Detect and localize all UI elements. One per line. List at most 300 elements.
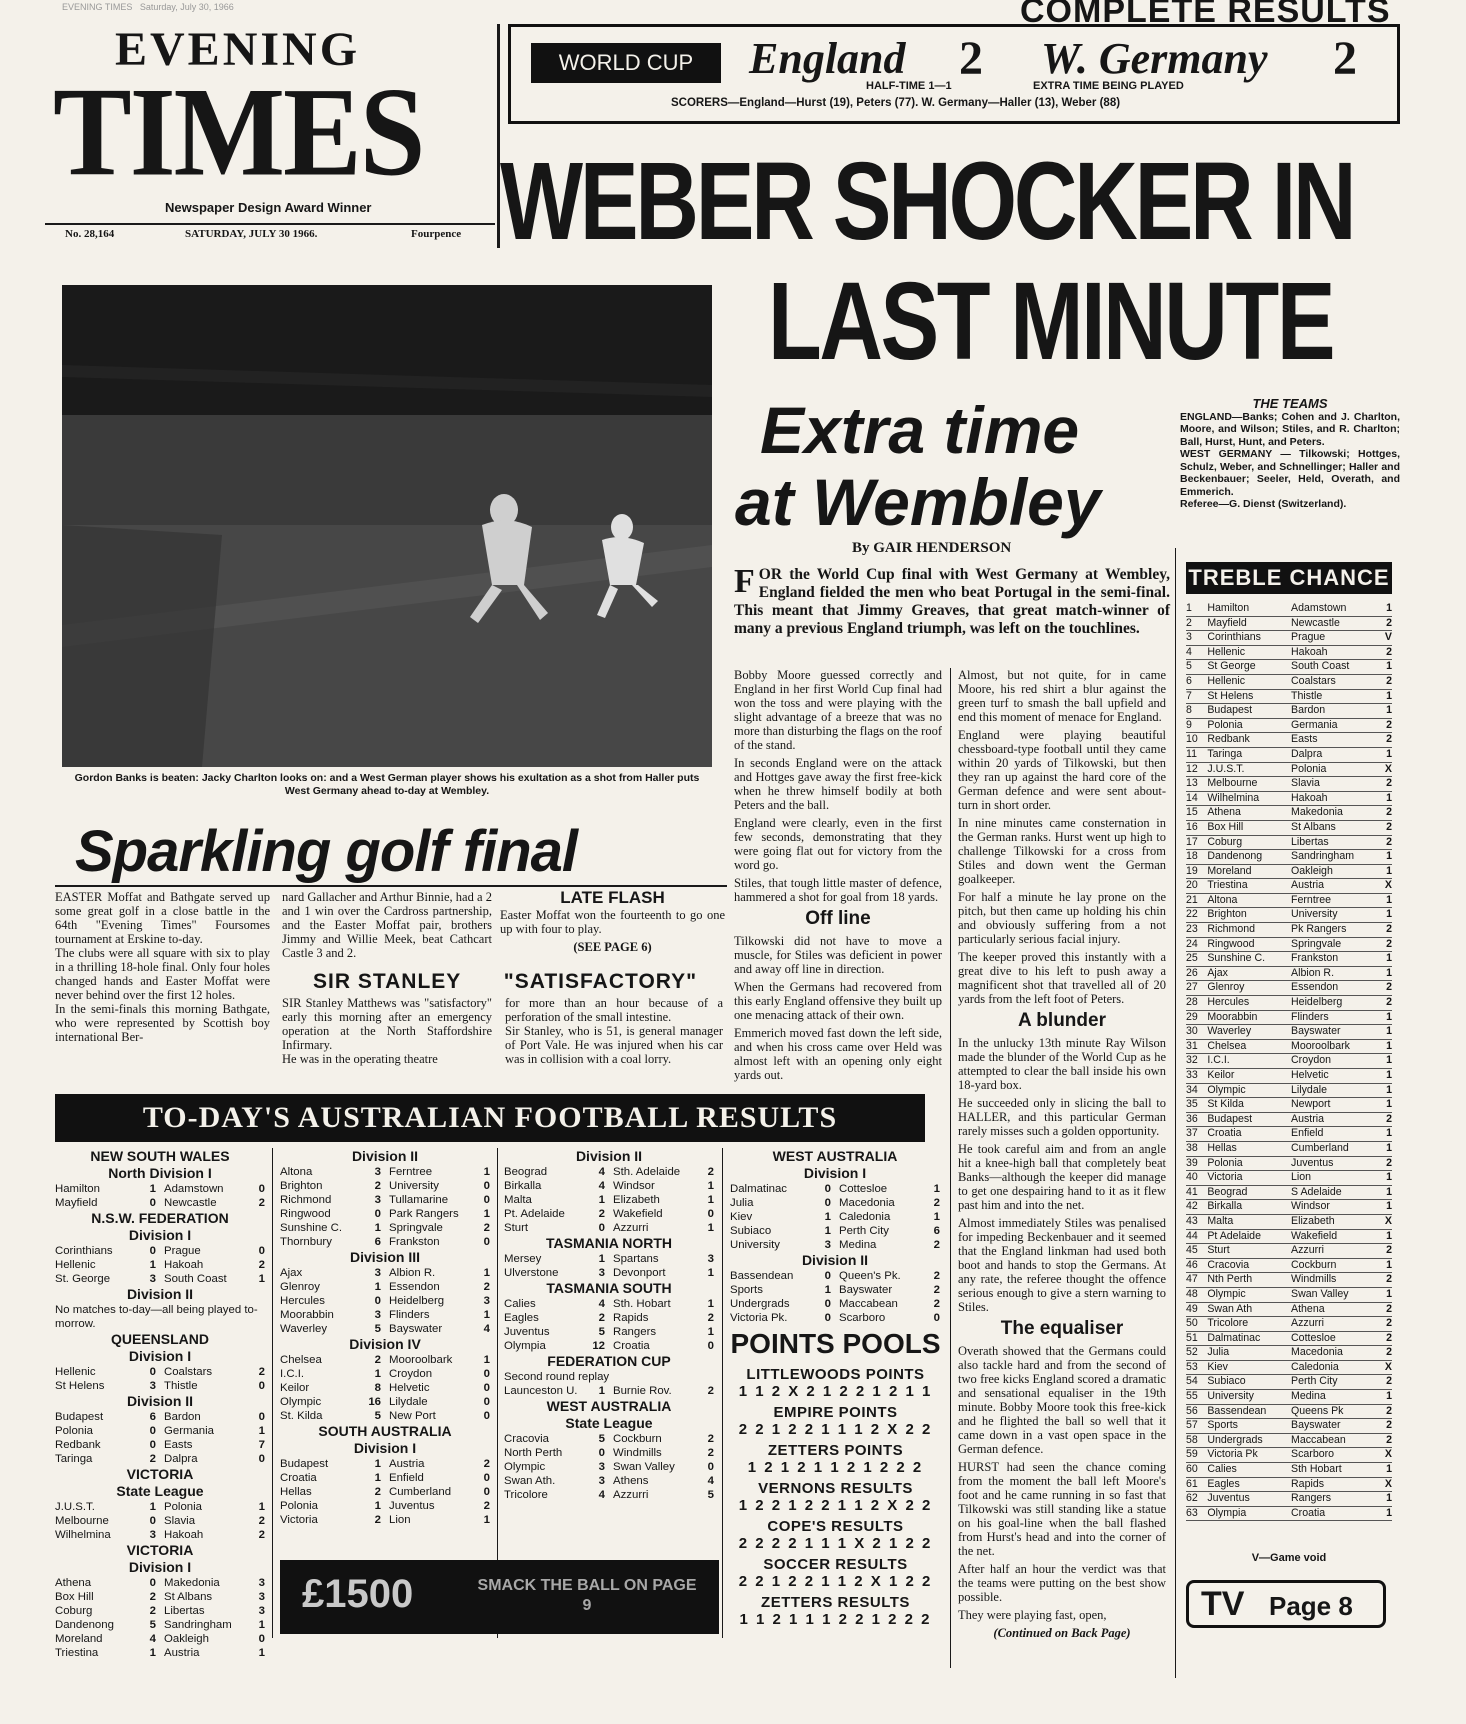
match-number: 42 (1186, 1200, 1198, 1213)
away-team: Wakefield (1291, 1229, 1338, 1242)
away-team: Rangers (613, 1326, 657, 1338)
match-number: 11 (1186, 747, 1197, 760)
home-team: Box Hill (55, 1591, 94, 1603)
home-team: Kiev (730, 1211, 753, 1223)
home-team: Wilhelmina (55, 1529, 111, 1541)
away-score: 3 (258, 1577, 265, 1589)
away-team: Sandringham (164, 1619, 232, 1631)
home-team: Brighton (280, 1180, 323, 1192)
treble-row (1186, 777, 1392, 792)
golf-col-1 (55, 890, 270, 1088)
home-team: St Helens (55, 1380, 105, 1392)
home-score: 2 (374, 1354, 381, 1366)
home-team: Calies (504, 1298, 536, 1310)
home-team: Dandenong (1207, 850, 1263, 863)
result-row (280, 1513, 490, 1527)
team2-score: 2 (1333, 32, 1357, 85)
home-team: Athena (55, 1577, 92, 1589)
golf-headline: Sparkling golf final (75, 819, 578, 884)
story-para: Bobby Moore guessed correctly and England in her first World Cup final had won the toss and were playing with the slight advantage of a breeze that was no more than disturbing the flags on the roof of the stand. (734, 668, 942, 752)
away-team: Newport (1291, 1098, 1331, 1111)
result-row (55, 1500, 265, 1514)
results-section-heading: VICTORIA (126, 1466, 194, 1482)
home-team: St. Kilda (280, 1410, 323, 1422)
match-number: 31 (1186, 1039, 1198, 1052)
away-team: Flinders (389, 1309, 430, 1321)
tv-page: Page 8 (1269, 1591, 1353, 1621)
treble-left-rule (1175, 548, 1176, 1678)
away-team: Coalstars (1291, 674, 1336, 687)
home-team: Kiev (1207, 1360, 1228, 1373)
stanley-headline (285, 970, 725, 994)
match-number: 49 (1186, 1302, 1198, 1315)
aus-rule-1 (272, 1148, 273, 1638)
result: 2 (1386, 1331, 1392, 1344)
home-team: Wilhelmina (1207, 791, 1260, 804)
treble-row (1186, 1288, 1392, 1303)
treble-row (1186, 1259, 1392, 1274)
continued-note: (Continued on Back Page) (993, 1626, 1131, 1640)
result: 2 (1386, 718, 1392, 731)
story-subhead-off-line: Off line (805, 908, 871, 929)
match-number: 6 (1186, 674, 1192, 687)
home-team: Olympic (280, 1396, 322, 1408)
home-team: Athena (1207, 806, 1241, 819)
away-team: Mooroolbark (1291, 1039, 1350, 1052)
away-team: Makedonia (1291, 806, 1343, 819)
result-row (280, 1322, 490, 1336)
match-number: 59 (1186, 1448, 1198, 1461)
home-team: Undergrads (1207, 1433, 1263, 1446)
away-team: Libertas (1291, 835, 1329, 848)
story-para: In nine minutes came consternation in the German ranks. Hurst went up high to challenge Tilkowski for a cross from Stiles and down went the German goalkeeper. (958, 816, 1166, 886)
home-team: Hellas (280, 1486, 312, 1498)
away-score: 0 (258, 1633, 265, 1645)
away-score: 0 (258, 1245, 265, 1257)
result-row (280, 1485, 490, 1499)
away-team: Azzurri (1291, 1244, 1324, 1257)
away-team: Frankston (389, 1236, 440, 1248)
results-banner (508, 24, 1400, 124)
away-score: 1 (483, 1514, 490, 1526)
results-section-heading: NEW SOUTH WALES (90, 1148, 230, 1164)
pools-list (728, 1366, 943, 1628)
pool-result: 1 2 2 1 2 2 1 1 2 X 2 2 (738, 1497, 933, 1514)
away-team: Medina (839, 1239, 877, 1251)
home-team: Dalmatinac (1207, 1331, 1261, 1344)
masthead-line1: EVENING (115, 23, 361, 76)
result-row (55, 1379, 265, 1393)
match-number: 23 (1186, 923, 1198, 936)
result-row (730, 1224, 940, 1238)
home-team: Polonia (280, 1500, 318, 1512)
treble-row (1186, 1040, 1392, 1055)
results-section-heading: Division I (128, 1559, 192, 1575)
home-team: Mayfield (1207, 616, 1247, 629)
home-team: Victoria Pk. (730, 1312, 788, 1324)
home-team: St Helens (1207, 689, 1254, 702)
result-row (730, 1210, 940, 1224)
home-team: Hercules (280, 1295, 325, 1307)
result-row (55, 1590, 265, 1604)
home-team: Nth Perth (1207, 1273, 1253, 1286)
stanley-col-2 (505, 996, 723, 1084)
match-number: 17 (1186, 835, 1198, 848)
away-team: Queens Pk (1291, 1404, 1344, 1417)
home-team: Hellenic (1207, 674, 1246, 687)
result: 2 (1386, 1112, 1392, 1125)
treble-row (1186, 1463, 1392, 1478)
results-section-heading: TASMANIA NORTH (546, 1235, 672, 1251)
home-team: Eagles (1207, 1477, 1240, 1490)
away-team: Caledonia (1291, 1360, 1339, 1373)
home-score: 0 (149, 1515, 156, 1527)
match-number: 38 (1186, 1141, 1198, 1154)
result-row (280, 1499, 490, 1513)
result: 1 (1386, 1025, 1392, 1038)
home-score: 5 (374, 1410, 381, 1422)
result: 1 (1386, 1229, 1392, 1242)
home-team: Cracovia (1207, 1258, 1250, 1271)
away-team: University (389, 1180, 440, 1192)
story-para: Tilkowski did not have to move a muscle, for Stiles was deficient in power and away off line in direction. (734, 934, 942, 976)
treble-row (1186, 1025, 1392, 1040)
away-team: Lion (389, 1514, 411, 1526)
home-score: 0 (824, 1312, 831, 1324)
away-team: Macedonia (839, 1197, 895, 1209)
home-score: 2 (374, 1180, 381, 1192)
result: 1 (1386, 1039, 1392, 1052)
result-row (504, 1297, 714, 1311)
home-score: 3 (374, 1194, 381, 1206)
home-score: 3 (598, 1267, 605, 1279)
home-team: Brighton (1207, 908, 1247, 921)
away-team: Newcastle (164, 1197, 217, 1209)
treble-row (1186, 1419, 1392, 1434)
result-row (504, 1474, 714, 1488)
result: 2 (1386, 923, 1392, 936)
result: 1 (1386, 1010, 1392, 1023)
home-score: 3 (374, 1309, 381, 1321)
home-score: 1 (149, 1259, 156, 1271)
treble-table (1186, 602, 1392, 1521)
match-number: 19 (1186, 864, 1198, 877)
result: 2 (1386, 835, 1392, 848)
home-team: Swan Ath (1207, 1302, 1253, 1315)
result-row (55, 1272, 265, 1286)
treble-row (1186, 1346, 1392, 1361)
match-number: 33 (1186, 1069, 1198, 1081)
promo-ad (280, 1560, 719, 1634)
match-number: 10 (1186, 733, 1198, 746)
treble-row (1186, 923, 1392, 938)
result-row (55, 1514, 265, 1528)
result: 1 (1386, 1390, 1392, 1403)
result: 2 (1386, 1433, 1392, 1446)
story-para: In seconds England were on the attack and Hottges gave away the first free-kick when he threw himself bodily at both Peters and the ball. (734, 756, 942, 812)
away-team: St Albans (164, 1591, 213, 1603)
match-number: 14 (1186, 791, 1198, 804)
home-team: Box Hill (1207, 820, 1244, 833)
result-row (55, 1196, 265, 1210)
home-team: Chelsea (1207, 1039, 1247, 1052)
result-row (55, 1576, 265, 1590)
treble-row (1186, 1113, 1392, 1128)
away-team: Albion R. (389, 1267, 436, 1279)
match-number: 3 (1186, 631, 1192, 644)
away-score: 2 (258, 1197, 265, 1209)
away-team: Dalpra (1291, 747, 1323, 760)
home-score: 2 (149, 1453, 156, 1465)
results-kicker: COMPLETE RESULTS (1020, 0, 1391, 30)
home-team: Glenroy (1207, 981, 1245, 994)
away-score: 2 (258, 1366, 265, 1378)
home-team: Melbourne (55, 1515, 109, 1527)
treble-row (1186, 1390, 1392, 1405)
away-team: Cumberland (389, 1486, 452, 1498)
home-team: Olympic (1207, 1083, 1246, 1096)
match-number: 51 (1186, 1331, 1198, 1344)
match-number: 41 (1186, 1185, 1198, 1198)
away-team: Park Rangers (389, 1208, 459, 1220)
treble-row (1186, 1098, 1392, 1113)
home-team: Hellas (1207, 1141, 1237, 1154)
away-team: Windsor (613, 1180, 655, 1192)
result: 2 (1386, 674, 1392, 687)
away-team: Queen's Pk. (839, 1270, 901, 1282)
treble-row (1186, 967, 1392, 982)
home-team: Altona (280, 1166, 313, 1178)
aus-col-3 (504, 1148, 714, 1502)
treble-row (1186, 1069, 1392, 1084)
away-team: Elizabeth (613, 1194, 660, 1206)
away-team: Hakoah (1291, 791, 1328, 804)
away-team: Devonport (613, 1267, 666, 1279)
results-section-heading: Division II (126, 1393, 194, 1409)
results-section-heading: Division II (801, 1252, 869, 1268)
home-team: Coburg (55, 1605, 93, 1617)
away-team: Swan Valley (613, 1461, 675, 1473)
result-row (55, 1618, 265, 1632)
home-team: Altona (1207, 893, 1238, 906)
home-team: Hercules (1207, 996, 1250, 1009)
story-subhead-equaliser: The equaliser (1000, 1318, 1124, 1339)
result-row (280, 1179, 490, 1193)
results-note: No matches to-day—all being played to-morrow. (55, 1304, 258, 1330)
home-score: 1 (598, 1253, 605, 1265)
away-team: Helvetic (389, 1382, 430, 1394)
result-row (280, 1207, 490, 1221)
home-team: Chelsea (280, 1354, 322, 1366)
treble-row (1186, 763, 1392, 778)
away-team: Makedonia (164, 1577, 220, 1589)
away-score: 1 (258, 1273, 265, 1285)
away-score: 2 (933, 1197, 940, 1209)
results-section-heading: Division I (128, 1348, 192, 1364)
treble-row (1186, 1157, 1392, 1172)
pool-name: ZETTERS RESULTS (761, 1594, 910, 1611)
result: 1 (1386, 704, 1392, 717)
away-team: Sth. Hobart (613, 1298, 671, 1310)
away-score: 1 (258, 1425, 265, 1437)
result: 1 (1386, 1098, 1392, 1111)
match-number: 7 (1186, 689, 1192, 702)
away-score: 1 (483, 1309, 490, 1321)
home-score: 1 (824, 1225, 831, 1237)
treble-row (1186, 1273, 1392, 1288)
late-flash-text: Easter Moffat won the fourteenth to go one up with four to play. (500, 908, 725, 936)
result-row (504, 1488, 714, 1502)
home-score: 4 (149, 1633, 156, 1645)
treble-row (1186, 1200, 1392, 1215)
results-section-heading: FEDERATION CUP (547, 1353, 671, 1369)
match-number: 56 (1186, 1404, 1198, 1417)
home-team: Coburg (1207, 835, 1243, 848)
home-score: 2 (598, 1312, 605, 1324)
match-number: 58 (1186, 1433, 1198, 1446)
home-team: Dalmatinac (730, 1183, 787, 1195)
treble-row (1186, 1478, 1392, 1493)
away-score: 2 (483, 1500, 490, 1512)
results-note: Second round replay (504, 1371, 610, 1383)
match-number: 63 (1186, 1506, 1198, 1519)
away-score: 2 (483, 1281, 490, 1293)
away-team: Bayswater (839, 1284, 893, 1296)
away-team: Austria (1291, 1112, 1325, 1125)
home-team: Victoria Pk (1207, 1448, 1258, 1461)
home-team: Corinthians (55, 1245, 113, 1257)
home-team: Sunshine C. (1207, 952, 1266, 965)
pool-name: EMPIRE POINTS (773, 1404, 898, 1421)
match-number: 30 (1186, 1025, 1198, 1038)
story-para: Almost, but not quite, for in came Moore, his red shirt a blur against the green turf to smash the ball upfield and end this moment of menace for England. (958, 668, 1166, 724)
home-score: 0 (824, 1197, 831, 1209)
treble-row (1186, 675, 1392, 690)
home-team: I.C.I. (1207, 1054, 1230, 1067)
home-team: Waverley (1207, 1025, 1252, 1038)
away-team: Austria (1291, 879, 1325, 892)
golf-col-2 (282, 890, 492, 970)
home-team: Croatia (280, 1472, 317, 1484)
treble-row (1186, 1142, 1392, 1157)
home-score: 3 (374, 1267, 381, 1279)
away-score: 2 (483, 1222, 490, 1234)
home-team: Hellenic (55, 1366, 96, 1378)
away-score: 1 (707, 1180, 714, 1192)
treble-row (1186, 719, 1392, 734)
pool-result: 1 2 1 2 1 1 2 1 2 2 2 (747, 1459, 924, 1476)
home-score: 4 (598, 1180, 605, 1192)
treble-row (1186, 733, 1392, 748)
result: 1 (1386, 893, 1392, 906)
result-row (730, 1196, 940, 1210)
away-team: Scarboro (839, 1312, 886, 1324)
away-team: Easts (1291, 733, 1318, 746)
result: 1 (1386, 1258, 1392, 1271)
results-section-heading: Division III (349, 1249, 420, 1265)
match-number: 57 (1186, 1419, 1198, 1432)
result-row (55, 1452, 265, 1466)
results-section-heading: Division I (128, 1227, 192, 1243)
result-row (730, 1311, 940, 1325)
away-team: Spartans (613, 1253, 659, 1265)
away-team: Hakoah (164, 1529, 204, 1541)
match-number: 43 (1186, 1214, 1198, 1227)
away-team: Oakleigh (1291, 864, 1333, 877)
aus-results-banner: TO-DAY'S AUSTRALIAN FOOTBALL RESULTS (55, 1094, 925, 1142)
late-flash (500, 888, 725, 968)
results-section-heading: Division II (351, 1148, 419, 1164)
home-team: Budapest (280, 1458, 329, 1470)
treble-row (1186, 1186, 1392, 1201)
team1-score: 2 (959, 32, 983, 85)
away-team: Germania (1291, 718, 1338, 731)
away-score: 0 (707, 1208, 714, 1220)
masthead-date: SATURDAY, JULY 30 1966. (185, 228, 318, 240)
promo-text: SMACK THE BALL ON PAGE 9 (477, 1577, 697, 1614)
treble-row (1186, 1303, 1392, 1318)
home-team: Glenroy (280, 1281, 320, 1293)
away-score: 2 (483, 1458, 490, 1470)
result: 2 (1386, 1375, 1392, 1388)
home-team: Croatia (1207, 1127, 1242, 1140)
away-team: Pk Rangers (1291, 923, 1347, 936)
home-team: Mersey (504, 1253, 542, 1265)
home-team: St Kilda (1207, 1098, 1244, 1111)
results-section-heading: VICTORIA (126, 1542, 194, 1558)
away-team: Slavia (1291, 777, 1320, 790)
result-row (730, 1269, 940, 1283)
away-score: 0 (258, 1453, 265, 1465)
result-row (280, 1280, 490, 1294)
treble-title: TREBLE CHANCE (1186, 562, 1392, 594)
golf-text-2: nard Gallacher and Arthur Binnie, had a 2 and 1 win over the Cardross partnership, and the Easter Moffat pair, brothers Jimmy and Willie Meek, beat Cathcart Castle 3 and 2. (282, 890, 492, 960)
result-row (55, 1438, 265, 1452)
results-section-heading: Division II (575, 1148, 643, 1164)
treble-row (1186, 1375, 1392, 1390)
pool-result: 2 2 1 2 2 1 1 1 2 X 2 2 (738, 1421, 933, 1438)
result-row (280, 1471, 490, 1485)
story-para: HURST had seen the chance coming from the moment the ball left Moore's foot and he came running in so fast that Tilkowski was still standing like a statue on his goal-line when the ball flashed from Hurst's head and into the corner of the net. (958, 1460, 1166, 1558)
home-team: Triestina (1207, 879, 1248, 892)
home-score: 0 (149, 1439, 156, 1451)
away-team: Prague (1291, 631, 1326, 644)
story-column-2 (958, 668, 1166, 1668)
aus-col-1 (55, 1148, 265, 1660)
result: 2 (1386, 806, 1392, 819)
treble-row (1186, 602, 1392, 617)
home-score: 12 (592, 1340, 605, 1352)
away-score: 0 (258, 1380, 265, 1392)
treble-row (1186, 894, 1392, 909)
home-team: Moorabbin (280, 1309, 334, 1321)
result: 1 (1386, 747, 1392, 760)
match-number: 22 (1186, 908, 1198, 921)
result: 2 (1386, 1346, 1392, 1359)
treble-row (1186, 690, 1392, 705)
home-score: 2 (374, 1514, 381, 1526)
away-team: Bardon (1291, 704, 1326, 717)
treble-row (1186, 1434, 1392, 1449)
match-number: 46 (1186, 1258, 1198, 1271)
scorers: SCORERS—England—Hurst (19), Peters (77). W. Germany—Haller (13), Weber (88) (671, 97, 1121, 109)
home-score: 8 (374, 1382, 381, 1394)
home-team: Birkalla (1207, 1200, 1243, 1213)
away-score: 0 (483, 1180, 490, 1192)
away-team: New Port (389, 1410, 436, 1422)
match-number: 16 (1186, 820, 1198, 833)
away-score: 2 (933, 1239, 940, 1251)
